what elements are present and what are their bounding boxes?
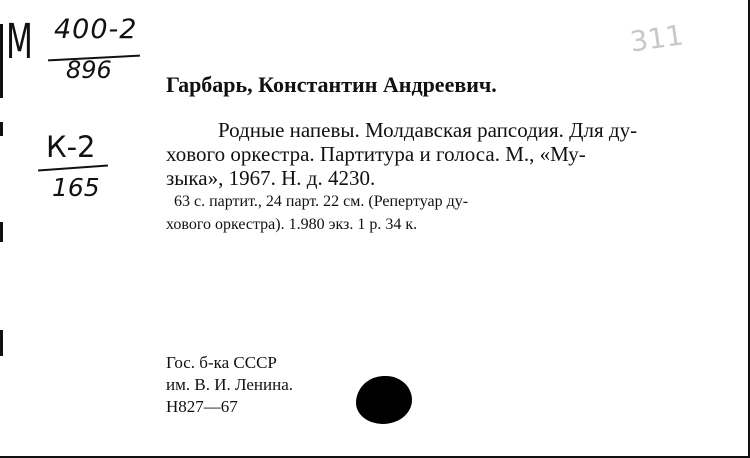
physical-line: 63 с. партит., 24 парт. 22 см. (Репертуар ду- [174, 193, 469, 210]
author-heading: Гарбарь, Константин Андреевич. [166, 72, 497, 97]
physical-description [166, 190, 722, 236]
library-line: им. В. И. Ленина. [166, 375, 294, 394]
description-line: хового оркестра. Партитура и голоса. М., «Му- [166, 142, 586, 166]
library-imprint [166, 352, 293, 418]
call-divider [38, 165, 108, 172]
edge-mark [0, 330, 3, 356]
call-number-top: К-2 [46, 130, 96, 164]
title-description [166, 118, 722, 190]
faint-stamp-number: 311 [627, 18, 686, 59]
description-line: зыка», 1967. Н. д. 4230. [166, 166, 376, 190]
edge-mark [0, 122, 3, 136]
call-number-bottom: 165 [52, 173, 100, 202]
shelf-number-top: 400-2 [54, 14, 138, 45]
edge-mark [0, 222, 3, 242]
shelf-number-bottom: 896 [66, 56, 112, 84]
library-code: Н827—67 [166, 397, 238, 416]
shelf-letter: М [6, 14, 33, 70]
physical-line: хового оркестра). 1.980 экз. 1 р. 34 к. [166, 216, 418, 233]
description-line: Родные напевы. Молдавская рапсодия. Для ду- [218, 118, 638, 142]
punch-hole [356, 376, 412, 424]
edge-mark [0, 24, 3, 98]
library-line: Гос. б-ка СССР [166, 353, 277, 372]
